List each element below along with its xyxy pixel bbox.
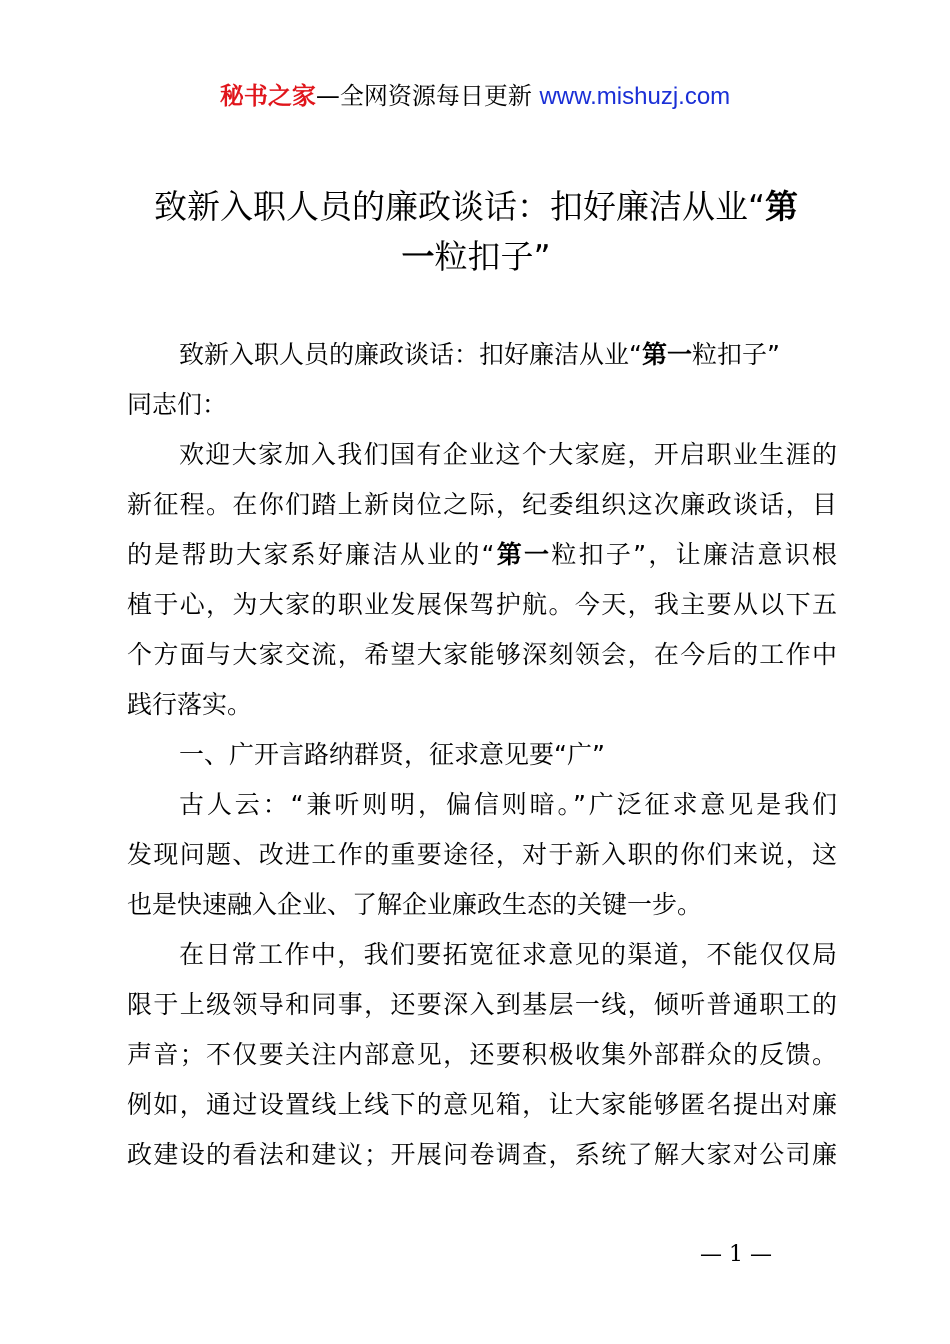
section-heading: 一、广开言路纳群贤，征求意见要“广”	[179, 740, 605, 769]
paragraph-line: 欢迎大家加入我们国有企业这个大家庭，开启职业生涯的	[179, 440, 837, 469]
subtitle-line: 致新入职人员的廉政谈话：扣好廉洁从业“第一粒扣子”	[179, 340, 780, 369]
paragraph-line: 也是快速融入企业、了解企业廉政生态的关键一步。	[127, 890, 703, 919]
paragraph-line: 发现问题、改进工作的重要途径，对于新入职的你们来说，这	[127, 840, 837, 869]
paragraph-line: 古人云：“兼听则明，偏信则暗。”广泛征求意见是我们	[179, 790, 837, 819]
title-line-2: 一粒扣子”	[401, 237, 551, 276]
paragraph-line: 植于心，为大家的职业发展保驾护航。今天，我主要从以下五	[127, 590, 837, 619]
site-tagline: —全网资源每日更新	[315, 82, 540, 110]
paragraph-line: 个方面与大家交流，希望大家能够深刻领会，在今后的工作中	[127, 640, 837, 669]
title-line-1: 致新入职人员的廉政谈话：扣好廉洁从业“第	[153, 187, 799, 226]
page-number: — 1 —	[700, 1242, 772, 1267]
paragraph-line: 新征程。在你们踏上新岗位之际，纪委组织这次廉政谈话，目	[127, 490, 837, 519]
document-body	[127, 330, 837, 1180]
paragraph-line: 践行落实。	[127, 690, 253, 719]
paragraph-line: 声音；不仅要关注内部意见，还要积极收集外部群众的反馈。	[127, 1040, 837, 1069]
paragraph-line: 在日常工作中，我们要拓宽征求意见的渠道，不能仅仅局	[179, 940, 837, 969]
paragraph-line: 政建设的看法和建议；开展问卷调查，系统了解大家对公司廉	[127, 1140, 837, 1169]
paragraph-line: 的是帮助大家系好廉洁从业的“第一粒扣子”，让廉洁意识根	[127, 540, 838, 569]
paragraph-line: 限于上级领导和同事，还要深入到基层一线，倾听普通职工的	[127, 990, 837, 1019]
site-url-link[interactable]: www.mishuzj.com	[539, 83, 731, 110]
document-title	[120, 182, 832, 282]
salutation: 同志们：	[127, 390, 228, 419]
site-header	[0, 80, 950, 113]
site-brand: 秘书之家	[219, 82, 316, 110]
paragraph-line: 例如，通过设置线上线下的意见箱，让大家能够匿名提出对廉	[127, 1090, 837, 1119]
